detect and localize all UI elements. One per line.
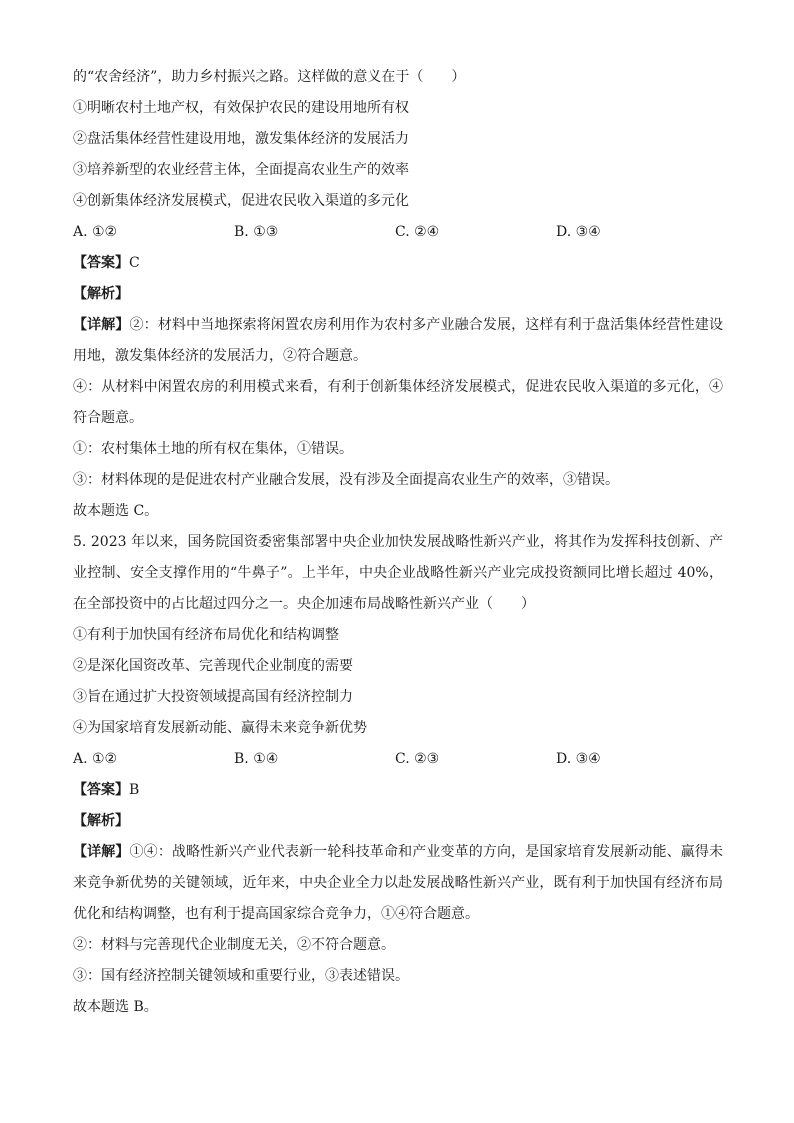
- q4-answer: [73, 248, 723, 279]
- q5-item-3: ③旨在通过扩大投资领域提高国有经济控制力: [73, 689, 353, 705]
- q4-detail-label: 【详解】: [73, 317, 130, 333]
- q4-answer-label: 【答案】: [73, 255, 129, 271]
- document-content: [73, 62, 723, 1023]
- q5-detail-3: ③：国有经济控制关键领域和重要行业，③表述错误。: [73, 968, 409, 984]
- q4-options: [73, 217, 723, 248]
- q5-answer-label: 【答案】: [73, 782, 129, 798]
- q4-item-4: ④创新集体经济发展模式，促进农民收入渠道的多元化: [73, 193, 409, 209]
- q5-item-4: ④为国家培育发展新动能、赢得未来竞争新优势: [73, 720, 367, 736]
- q5-item-1: ①有利于加快国有经济布局优化和结构调整: [73, 627, 339, 643]
- q4-option-b: B. ①③: [234, 224, 279, 240]
- q4-detail-1-text: ②：材料中当地探索将闲置农房利用作为农村多产业融合发展，这样有利于盘活集体经营性建设用地，激发集体经济的发展活力，②符合题意。: [73, 317, 724, 364]
- q4-answer-value: C: [129, 255, 140, 271]
- q5-answer-value: B: [129, 782, 140, 798]
- q5-option-a: A. ①②: [73, 751, 118, 767]
- q4-item-3: ③培养新型的农业经营主体，全面提高农业生产的效率: [73, 162, 409, 178]
- q5-detail-label: 【详解】: [73, 844, 130, 860]
- q5-detail-1: [73, 837, 723, 930]
- q4-option-d: D. ③④: [556, 224, 601, 240]
- q4-stem-tail: 的“农舍经济”，助力乡村振兴之路。这样做的意义在于（ ）: [73, 69, 466, 85]
- q4-detail-3: ①：农村集体土地的所有权在集体，①错误。: [73, 441, 353, 457]
- q4-option-a: A. ①②: [73, 224, 118, 240]
- q4-analysis-label: 【解析】: [73, 286, 129, 302]
- q5-item-2: ②是深化国资改革、完善现代企业制度的需要: [73, 658, 353, 674]
- q5-option-b: B. ①④: [234, 751, 279, 767]
- q5-conclusion: 故本题选 B。: [73, 999, 158, 1015]
- q5-detail-1-text: ①④：战略性新兴产业代表新一轮科技革命和产业变革的方向，是国家培育发展新动能、赢得未来竞争新优势的关键领域，近年来，中央企业全力以赴发展战略性新兴产业，既有利于加快国有经济布局优化和结构调整，也有利于提高国家综合竞争力，①④符合题意。: [73, 844, 724, 922]
- q4-conclusion: 故本题选 C。: [73, 503, 159, 519]
- q5-analysis-label: 【解析】: [73, 813, 129, 829]
- q5-options: [73, 744, 723, 775]
- q4-option-c: C. ②④: [395, 224, 440, 240]
- q4-detail-4: ③：材料体现的是促进农村产业融合发展，没有涉及全面提高农业生产的效率，③错误。: [73, 472, 619, 488]
- q5-answer: [73, 775, 723, 806]
- q4-item-2: ②盘活集体经营性建设用地，激发集体经济的发展活力: [73, 131, 409, 147]
- q4-detail-2: ④：从材料中闲置农房的利用模式来看，有利于创新集体经济发展模式，促进农民收入渠道的多元化，④符合题意。: [73, 379, 723, 426]
- q5-option-c: C. ②③: [395, 751, 440, 767]
- q5-option-d: D. ③④: [556, 751, 601, 767]
- q5-stem: 5. 2023 年以来，国务院国资委密集部署中央企业加快发展战略性新兴产业，将其作为发挥科技创新、产业控制、安全支撑作用的“牛鼻子”。上半年，中央企业战略性新兴产业完成投资额同比增长超过 40%，在全部投资中的占比超过四分之一。央企加速布局战略性新兴产业（ ）: [73, 534, 723, 612]
- q5-detail-2: ②：材料与完善现代企业制度无关，②不符合题意。: [73, 937, 395, 953]
- q4-detail-1: [73, 310, 723, 372]
- q4-item-1: ①明晰农村土地产权，有效保护农民的建设用地所有权: [73, 100, 409, 116]
